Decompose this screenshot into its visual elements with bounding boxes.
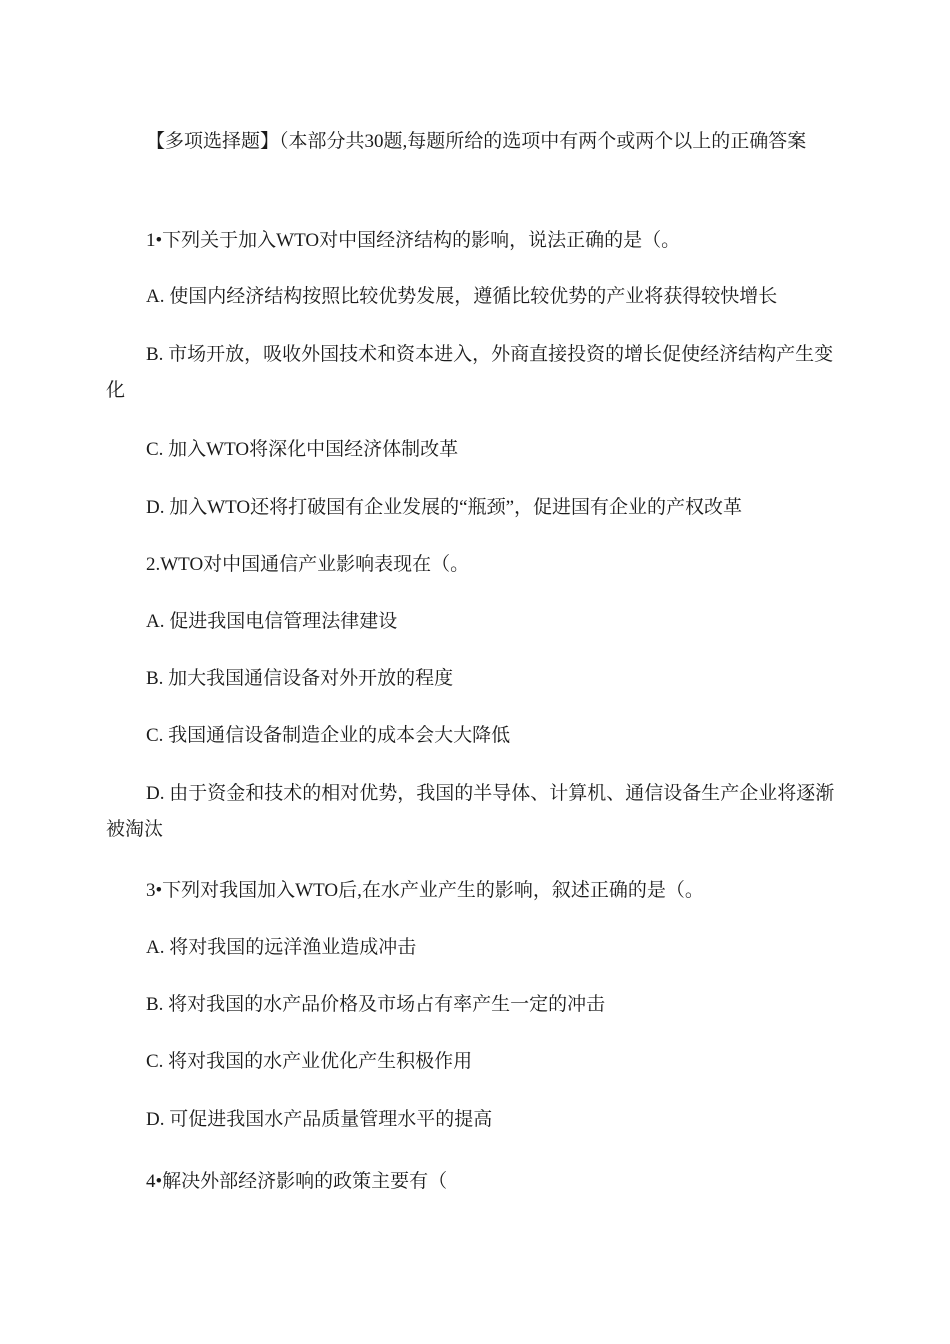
question-2-option-d: D. 由于资金和技术的相对优势，我国的半导体、计算机、通信设备生产企业将逐渐被淘汰 <box>106 783 835 840</box>
question-1-stem: 1•下列关于加入WTO对中国经济结构的影响，说法正确的是（。 <box>146 230 681 251</box>
question-1-option-a: A. 使国内经济结构按照比较优势发展，遵循比较优势的产业将获得较快增长 <box>146 286 778 307</box>
question-3-option-c: C. 将对我国的水产业优化产生积极作用 <box>146 1051 473 1072</box>
question-1-option-c: C. 加入WTO将深化中国经济体制改革 <box>146 439 459 460</box>
question-2-option-b: B. 加大我国通信设备对外开放的程度 <box>146 668 454 689</box>
question-3-option-d: D. 可促进我国水产品质量管理水平的提高 <box>146 1109 493 1130</box>
question-2-option-c: C. 我国通信设备制造企业的成本会大大降低 <box>146 725 511 746</box>
question-3-stem: 3•下列对我国加入WTO后,在水产业产生的影响，叙述正确的是（。 <box>146 880 704 901</box>
question-1-option-b: B. 市场开放，吸收外国技术和资本进入，外商直接投资的增长促使经济结构产生变化 <box>106 344 834 401</box>
question-3-option-a: A. 将对我国的远洋渔业造成冲击 <box>146 937 417 958</box>
question-2-option-a: A. 促进我国电信管理法律建设 <box>146 611 398 632</box>
question-3-option-b: B. 将对我国的水产品价格及市场占有率产生一定的冲击 <box>146 994 606 1015</box>
question-2-stem: 2.WTO对中国通信产业影响表现在（。 <box>146 554 470 575</box>
question-4-stem: 4•解决外部经济影响的政策主要有（ <box>146 1171 448 1192</box>
question-1-option-d: D. 加入WTO还将打破国有企业发展的“瓶颈”，促进国有企业的产权改革 <box>146 497 743 518</box>
section-intro: 【多项选择题】（本部分共30题,每题所给的选项中有两个或两个以上的正确答案 <box>146 131 807 152</box>
